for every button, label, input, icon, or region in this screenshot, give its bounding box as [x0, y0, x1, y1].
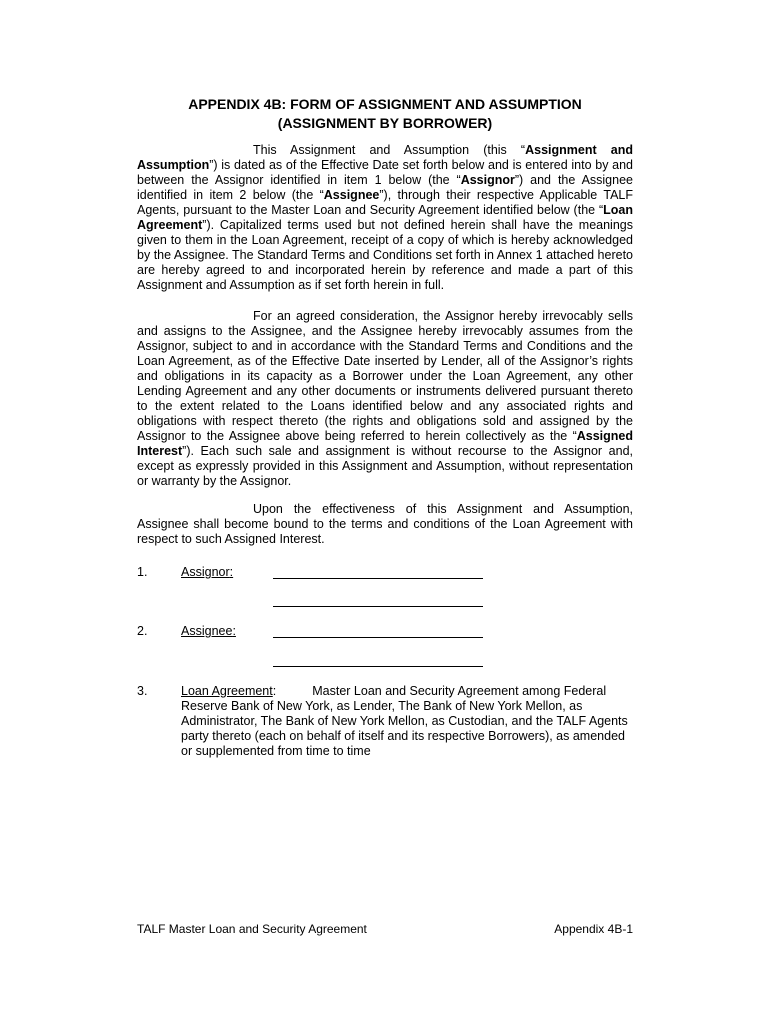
item-label: Assignor:: [181, 565, 234, 579]
assignor-signature-line-2[interactable]: [273, 606, 483, 607]
defined-term: Assignee: [323, 188, 380, 202]
assignor-signature-line-1[interactable]: [273, 578, 483, 579]
paragraph-assignment: For an agreed consideration, the Assignor hereby irrevocably sells and assigns to the Assignee, and the Assignee hereby irrevocably assumes from the Assignor, subject to and in accordance with the Standard Terms and Conditions and the Loan Agreement, as of the Effective Date inserted by Lender, all of the Assignor’s rights and obligations in its capacity as a Borrower under the Loan Agreement, any other Lending Agreement and any other documents or instruments delivered pursuant thereto to the extent related to the Loans identified below and any associated rights and obligations with respect thereto (the rights and obligations sold and assigned by the Assignor to the Assignee above being referred to herein collectively as the “Assigned Interest”). Each such sale and assignment is without recourse to the Assignor and, except as expressly provided in this Assignment and Assumption, without representation or warranty by the Assignor.: [137, 309, 633, 488]
loan-agreement-text: Loan Agreement: Master Loan and Security Agreement among Federal Reserve Bank of New York, as Lender, The Bank of New York Mellon, as Administrator, The Bank of New York Mellon, as Custodian, and the TALF Agents party thereto (each on behalf of itself and its respective Borrowers), as amended or supplemented from time to time: [181, 684, 628, 758]
document-title: APPENDIX 4B: FORM OF ASSIGNMENT AND ASSUMPTION: [188, 96, 582, 112]
document-subtitle: (ASSIGNMENT BY BORROWER): [277, 115, 493, 131]
item-label: Assignee:: [181, 624, 236, 638]
defined-term: Assigned Interest: [137, 429, 633, 458]
item-number: 1.: [137, 565, 148, 579]
assignee-signature-line-1[interactable]: [273, 637, 483, 638]
footer-title: TALF Master Loan and Security Agreement: [137, 922, 367, 936]
footer-page-number: Appendix 4B-1: [554, 922, 633, 936]
defined-term: Assignment and Assumption: [137, 143, 633, 172]
defined-term: Loan Agreement: [137, 203, 633, 232]
item-label: Loan Agreement: [181, 684, 273, 698]
item-number: 2.: [137, 624, 148, 638]
defined-term: Assignor: [460, 173, 515, 187]
assignee-signature-line-2[interactable]: [273, 666, 483, 667]
paragraph-effectiveness: Upon the effectiveness of this Assignment and Assumption, Assignee shall become bound to the terms and conditions of the Loan Agreement with respect to such Assigned Interest.: [137, 502, 633, 546]
paragraph-intro: This Assignment and Assumption (this “Assignment and Assumption”) is dated as of the Effective Date set forth below and is entered into by and between the Assignor identified in item 1 below (the “Assignor”) and the Assignee identified in item 2 below (the “Assignee”), through their respective Applicable TALF Agents, pursuant to the Master Loan and Security Agreement identified below (the “Loan Agreement”). Capitalized terms used but not defined herein shall have the meanings given to them in the Loan Agreement, receipt of a copy of which is hereby acknowledged by the Assignee. The Standard Terms and Conditions set forth in Annex 1 attached hereto are hereby agreed to and incorporated herein by reference and made a part of this Assignment and Assumption as if set forth herein in full.: [137, 143, 633, 292]
item-number: 3.: [137, 684, 148, 698]
